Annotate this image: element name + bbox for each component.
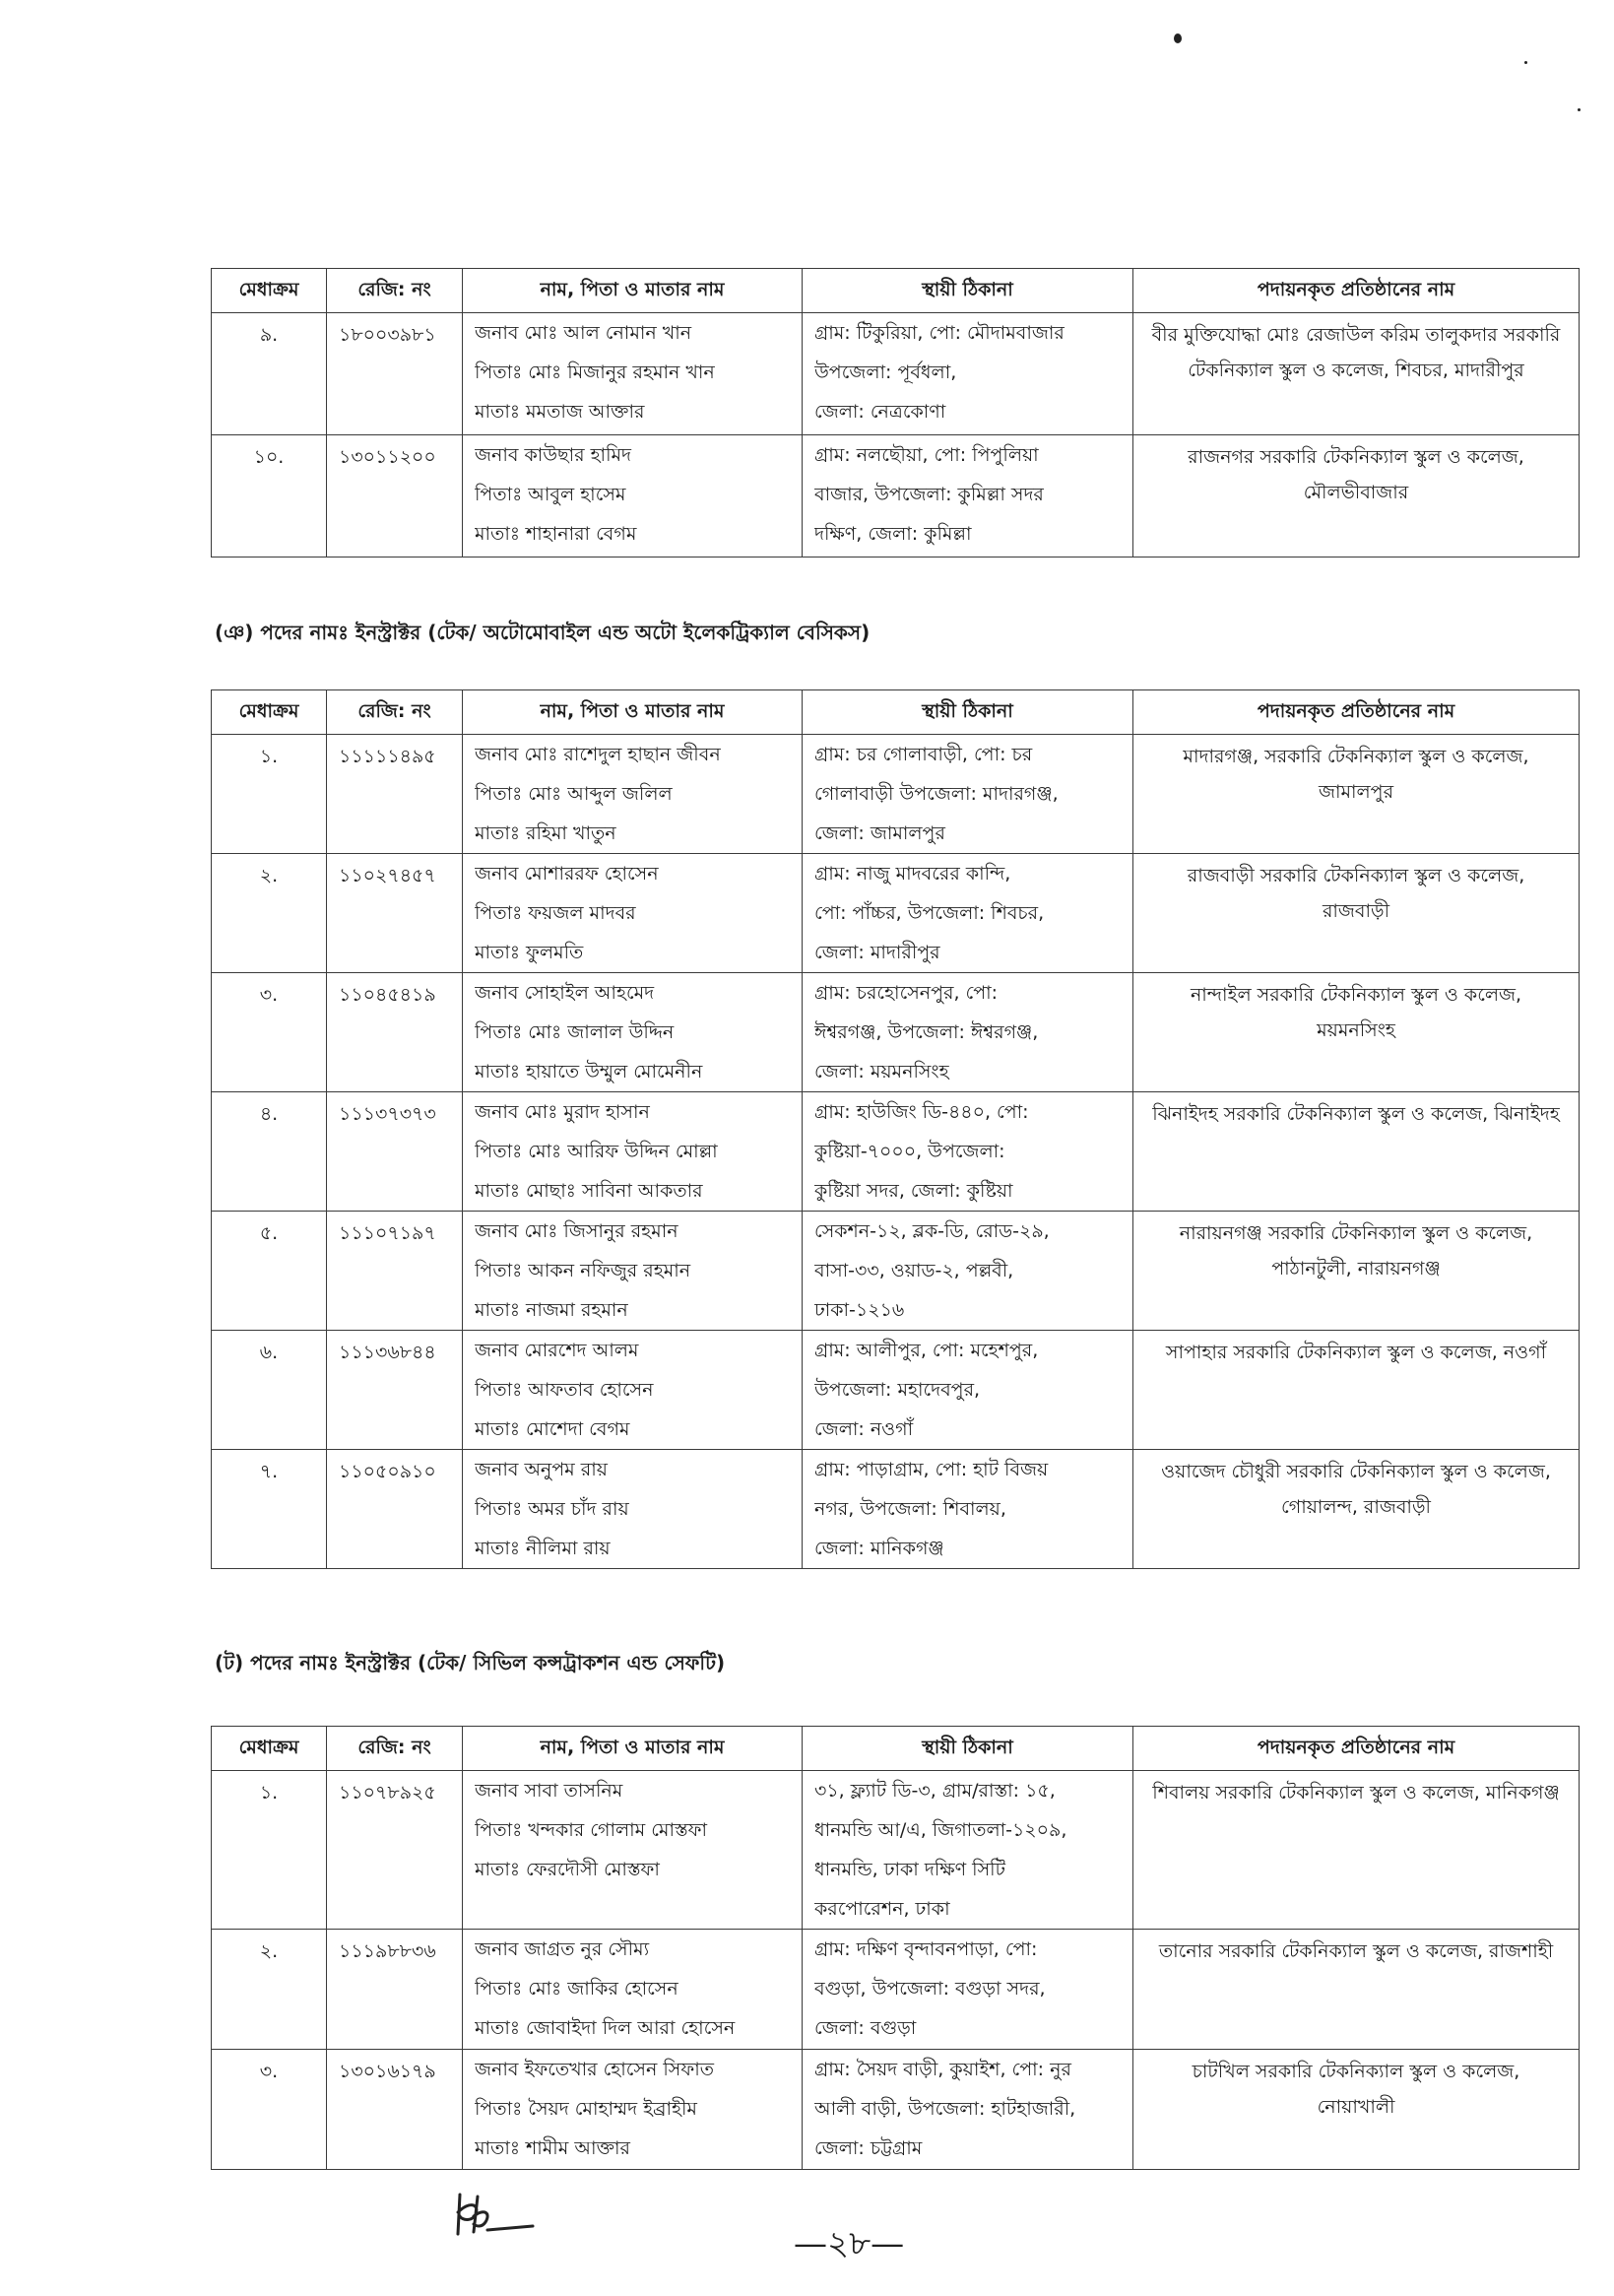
father-name: পিতাঃ মোঃ জাকির হোসেন: [475, 1978, 678, 2000]
header-name: নাম, পিতা ও মাতার নাম: [463, 269, 803, 313]
address-line: দক্ষিণ, জেলা: কুমিল্লা: [814, 523, 972, 545]
address-line: গ্রাম: আলীপুর, পো: মহেশপুর,: [814, 1340, 1039, 1361]
table-row: [212, 1212, 1580, 1331]
applicant-name: জনাব অনুপম রায়: [475, 1459, 608, 1480]
mother-name: মাতাঃ নীলিমা রায়: [475, 1538, 611, 1559]
header-institute: পদায়নকৃত প্রতিষ্ঠানের নাম: [1133, 1727, 1580, 1771]
address-line: সেকশন-১২, ব্লক-ডি, রোড-২৯,: [814, 1220, 1050, 1242]
header-serial: মেধাক্রম: [212, 269, 327, 313]
mother-name: মাতাঃ মোছাঃ সাবিনা আকতার: [475, 1180, 703, 1202]
address-line: উপজেলা: পূর্বধলা,: [814, 361, 957, 383]
header-institute: পদায়নকৃত প্রতিষ্ঠানের নাম: [1133, 690, 1580, 735]
father-name: পিতাঃ আবুল হাসেম: [475, 484, 626, 505]
applicant-name: জনাব ইফতেখার হোসেন সিফাত: [475, 2059, 715, 2080]
institute-cell: চাটখিল সরকারি টেকনিক্যাল স্কুল ও কলেজ, নোয়াখালী: [1133, 2050, 1580, 2170]
address-line: জেলা: নেত্রকোণা: [814, 401, 946, 423]
page-number: —২৮—: [794, 2224, 905, 2263]
reg-cell: ১১১৩৭৩৭৩: [327, 1092, 463, 1212]
name-cell: [463, 2050, 803, 2170]
mother-name: মাতাঃ ফুলমতি: [475, 942, 584, 963]
reg-cell: ১১১০৭১৯৭: [327, 1212, 463, 1331]
address-line: জেলা: বগুড়া: [814, 2017, 917, 2039]
serial-cell: ৩.: [212, 973, 327, 1092]
address-line: পো: পাঁচ্চর, উপজেলা: শিবচর,: [814, 902, 1045, 924]
serial-cell: ৯.: [212, 313, 327, 435]
institute-cell: সাপাহার সরকারি টেকনিক্যাল স্কুল ও কলেজ, নওগাঁ: [1133, 1331, 1580, 1450]
address-line: বাজার, উপজেলা: কুমিল্লা সদর: [814, 484, 1044, 505]
header-reg: রেজি: নং: [327, 269, 463, 313]
table-row: [212, 1092, 1580, 1212]
table-section-3: [211, 1726, 1580, 2170]
institute-cell: নারায়নগঞ্জ সরকারি টেকনিক্যাল স্কুল ও কলেজ, পাঠানটুলী, নারায়নগঞ্জ: [1133, 1212, 1580, 1331]
reg-cell: ১১০২৭৪৫৭: [327, 854, 463, 973]
institute-cell: ওয়াজেদ চৌধুরী সরকারি টেকনিক্যাল স্কুল ও কলেজ, গোয়ালন্দ, রাজবাড়ী: [1133, 1450, 1580, 1569]
mother-name: মাতাঃ হায়াতে উম্মুল মোমেনীন: [475, 1061, 703, 1082]
name-cell: [463, 1771, 803, 1930]
mother-name: মাতাঃ জোবাইদা দিল আরা হোসেন: [475, 2017, 736, 2039]
table-row: [212, 1771, 1580, 1930]
header-address: স্থায়ী ঠিকানা: [803, 690, 1133, 735]
address-line: কুষ্টিয়া-৭০০০, উপজেলা:: [814, 1141, 1005, 1162]
institute-cell: মাদারগঞ্জ, সরকারি টেকনিক্যাল স্কুল ও কলেজ, জামালপুর: [1133, 735, 1580, 854]
address-cell: [803, 1930, 1133, 2050]
name-cell: [463, 1092, 803, 1212]
address-line: গ্রাম: টিকুরিয়া, পো: মৌদামবাজার: [814, 322, 1065, 344]
institute-cell: রাজনগর সরকারি টেকনিক্যাল স্কুল ও কলেজ, মৌলভীবাজার: [1133, 435, 1580, 558]
father-name: পিতাঃ অমর চাঁদ রায়: [475, 1498, 629, 1520]
header-name: নাম, পিতা ও মাতার নাম: [463, 1727, 803, 1771]
table-row: [212, 313, 1580, 435]
institute-cell: ঝিনাইদহ সরকারি টেকনিক্যাল স্কুল ও কলেজ, ঝিনাইদহ: [1133, 1092, 1580, 1212]
name-cell: [463, 435, 803, 558]
header-reg: রেজি: নং: [327, 1727, 463, 1771]
address-line: গ্রাম: পাড়াগ্রাম, পো: হাট বিজয়: [814, 1459, 1049, 1480]
reg-cell: ১১০৫০৯১০: [327, 1450, 463, 1569]
address-line: নগর, উপজেলা: শিবালয়,: [814, 1498, 1006, 1520]
institute-cell: রাজবাড়ী সরকারি টেকনিক্যাল স্কুল ও কলেজ, রাজবাড়ী: [1133, 854, 1580, 973]
serial-cell: ১.: [212, 735, 327, 854]
address-cell: [803, 1092, 1133, 1212]
serial-cell: ১.: [212, 1771, 327, 1930]
address-line: বাসা-৩৩, ওয়াড-২, পল্লবী,: [814, 1260, 1014, 1281]
header-institute: পদায়নকৃত প্রতিষ্ঠানের নাম: [1133, 269, 1580, 313]
father-name: পিতাঃ মোঃ আব্দুল জলিল: [475, 783, 673, 805]
name-cell: [463, 854, 803, 973]
father-name: পিতাঃ মোঃ আরিফ উদ্দিন মোল্লা: [475, 1141, 718, 1162]
address-line: ধানমন্ডি আ/এ, জিগাতলা-১২০৯,: [814, 1819, 1067, 1841]
applicant-name: জনাব জাগ্রত নুর সৌম্য: [475, 1938, 650, 1960]
address-cell: [803, 1771, 1133, 1930]
mother-name: মাতাঃ মোশেদা বেগম: [475, 1418, 630, 1440]
section-title-civil: (ট) পদের নামঃ ইনস্ট্রাক্টর (টেক/ সিভিল কন্সট্রাকশন এন্ড সেফটি): [215, 1651, 726, 1674]
table-row: [212, 973, 1580, 1092]
father-name: পিতাঃ মোঃ জালাল উদ্দিন: [475, 1021, 675, 1043]
applicant-name: জনাব মোঃ রাশেদুল হাছান জীবন: [475, 744, 721, 765]
mother-name: মাতাঃ মমতাজ আক্তার: [475, 401, 645, 423]
mother-name: মাতাঃ শামীম আক্তার: [475, 2137, 630, 2159]
address-line: গ্রাম: সৈয়দ বাড়ী, কুয়াইশ, পো: নুর: [814, 2059, 1071, 2080]
institute-cell: শিবালয় সরকারি টেকনিক্যাল স্কুল ও কলেজ, মানিকগঞ্জ: [1133, 1771, 1580, 1930]
address-line: জেলা: চট্টগ্রাম: [814, 2137, 923, 2159]
scan-speck: [1174, 33, 1182, 43]
table-section-1: [211, 268, 1580, 558]
mother-name: মাতাঃ নাজমা রহমান: [475, 1299, 628, 1321]
serial-cell: ২.: [212, 854, 327, 973]
name-cell: [463, 1331, 803, 1450]
table-row: [212, 435, 1580, 558]
applicant-name: জনাব মোঃ মুরাদ হাসান: [475, 1101, 650, 1123]
address-line: ঈশ্বরগঞ্জ, উপজেলা: ঈশ্বরগঞ্জ,: [814, 1021, 1039, 1043]
reg-cell: ১৮০০৩৯৮১: [327, 313, 463, 435]
applicant-name: জনাব কাউছার হামিদ: [475, 444, 632, 466]
address-line: জেলা: ময়মনসিংহ: [814, 1061, 949, 1082]
table-row: [212, 2050, 1580, 2170]
serial-cell: ৪.: [212, 1092, 327, 1212]
address-line: বগুড়া, উপজেলা: বগুড়া সদর,: [814, 1978, 1046, 2000]
reg-cell: ১১০৭৮৯২৫: [327, 1771, 463, 1930]
name-cell: [463, 973, 803, 1092]
applicant-name: জনাব সোহাইল আহমেদ: [475, 982, 655, 1004]
reg-cell: ১১১১১৪৯৫: [327, 735, 463, 854]
address-line: ঢাকা-১২১৬: [814, 1299, 905, 1321]
table-row: [212, 735, 1580, 854]
address-line: জেলা: মানিকগঞ্জ: [814, 1538, 944, 1559]
reg-cell: ১৩০১৬১৭৯: [327, 2050, 463, 2170]
address-line: গ্রাম: হাউজিং ডি-৪৪০, পো:: [814, 1101, 1029, 1123]
serial-cell: ১০.: [212, 435, 327, 558]
address-line: আলী বাড়ী, উপজেলা: হাটহাজারী,: [814, 2098, 1076, 2120]
address-line: কুষ্টিয়া সদর, জেলা: কুষ্টিয়া: [814, 1180, 1013, 1202]
serial-cell: ৩.: [212, 2050, 327, 2170]
header-row: [212, 690, 1580, 735]
address-line: গ্রাম: চর গোলাবাড়ী, পো: চর: [814, 744, 1033, 765]
address-line: ধানমন্ডি, ঢাকা দক্ষিণ সিটি: [814, 1859, 1005, 1880]
father-name: পিতাঃ আফতাব হোসেন: [475, 1379, 654, 1401]
applicant-name: জনাব মোঃ আল নোমান খান: [475, 322, 692, 344]
address-line: জেলা: মাদারীপুর: [814, 942, 940, 963]
applicant-name: জনাব সাবা তাসনিম: [475, 1780, 623, 1802]
address-line: গ্রাম: চরহোসেনপুর, পো:: [814, 982, 999, 1004]
name-cell: [463, 1212, 803, 1331]
header-address: স্থায়ী ঠিকানা: [803, 269, 1133, 313]
mother-name: মাতাঃ রহিমা খাতুন: [475, 822, 616, 844]
address-line: করপোরেশন, ঢাকা: [814, 1898, 950, 1920]
name-cell: [463, 735, 803, 854]
address-line: গ্রাম: নাজু মাদবরের কান্দি,: [814, 863, 1011, 885]
address-cell: [803, 435, 1133, 558]
scan-speck: [1524, 61, 1527, 64]
address-cell: [803, 2050, 1133, 2170]
serial-cell: ২.: [212, 1930, 327, 2050]
father-name: পিতাঃ মোঃ মিজানুর রহমান খান: [475, 361, 715, 383]
section-title-automobile: (ঞ) পদের নামঃ ইনস্ট্রাক্টর (টেক/ অটোমোবাইল এন্ড অটো ইলেকট্রিক্যাল বেসিকস): [215, 621, 871, 644]
mother-name: মাতাঃ ফেরদৌসী মোস্তফা: [475, 1859, 660, 1880]
institute-cell: তানোর সরকারি টেকনিক্যাল স্কুল ও কলেজ, রাজশাহী: [1133, 1930, 1580, 2050]
scan-speck: [1578, 108, 1581, 111]
address-line: গোলাবাড়ী উপজেলা: মাদারগঞ্জ,: [814, 783, 1059, 805]
table-row: [212, 1930, 1580, 2050]
name-cell: [463, 1450, 803, 1569]
address-line: জেলা: জামালপুর: [814, 822, 945, 844]
table-row: [212, 1450, 1580, 1569]
institute-cell: বীর মুক্তিযোদ্ধা মোঃ রেজাউল করিম তালুকদার সরকারি টেকনিক্যাল স্কুল ও কলেজ, শিবচর, মাদারীপুর: [1133, 313, 1580, 435]
address-line: গ্রাম: নলছৌয়া, পো: পিপুলিয়া: [814, 444, 1039, 466]
header-row: [212, 1727, 1580, 1771]
applicant-name: জনাব মোশাররফ হোসেন: [475, 863, 659, 885]
institute-cell: নান্দাইল সরকারি টেকনিক্যাল স্কুল ও কলেজ, ময়মনসিংহ: [1133, 973, 1580, 1092]
reg-cell: ১১১৩৬৮৪৪: [327, 1331, 463, 1450]
address-cell: [803, 973, 1133, 1092]
header-row: [212, 269, 1580, 313]
serial-cell: ৭.: [212, 1450, 327, 1569]
address-line: ৩১, ফ্ল্যাট ডি-৩, গ্রাম/রাস্তা: ১৫,: [814, 1780, 1056, 1802]
address-cell: [803, 735, 1133, 854]
address-cell: [803, 313, 1133, 435]
table-row: [212, 1331, 1580, 1450]
name-cell: [463, 313, 803, 435]
header-reg: রেজি: নং: [327, 690, 463, 735]
address-cell: [803, 1450, 1133, 1569]
header-name: নাম, পিতা ও মাতার নাম: [463, 690, 803, 735]
address-line: উপজেলা: মহাদেবপুর,: [814, 1379, 981, 1401]
reg-cell: ১১১৯৮৮৩৬: [327, 1930, 463, 2050]
table-row: [212, 854, 1580, 973]
applicant-name: জনাব মোঃ জিসানুর রহমান: [475, 1220, 678, 1242]
reg-cell: ১১০৪৫৪১৯: [327, 973, 463, 1092]
address-cell: [803, 1331, 1133, 1450]
header-serial: মেধাক্রম: [212, 690, 327, 735]
table-section-2: [211, 689, 1580, 1569]
address-cell: [803, 854, 1133, 973]
signature-mark: [448, 2187, 537, 2246]
address-cell: [803, 1212, 1133, 1331]
header-serial: মেধাক্রম: [212, 1727, 327, 1771]
serial-cell: ৫.: [212, 1212, 327, 1331]
serial-cell: ৬.: [212, 1331, 327, 1450]
address-line: জেলা: নওগাঁ: [814, 1418, 914, 1440]
father-name: পিতাঃ সৈয়দ মোহাম্মদ ইব্রাহীম: [475, 2098, 697, 2120]
reg-cell: ১৩০১১২০০: [327, 435, 463, 558]
father-name: পিতাঃ আকন নফিজুর রহমান: [475, 1260, 691, 1281]
header-address: স্থায়ী ঠিকানা: [803, 1727, 1133, 1771]
address-line: গ্রাম: দক্ষিণ বৃন্দাবনপাড়া, পো:: [814, 1938, 1038, 1960]
applicant-name: জনাব মোরশেদ আলম: [475, 1340, 639, 1361]
mother-name: মাতাঃ শাহানারা বেগম: [475, 523, 637, 545]
name-cell: [463, 1930, 803, 2050]
father-name: পিতাঃ খন্দকার গোলাম মোস্তফা: [475, 1819, 708, 1841]
father-name: পিতাঃ ফয়জল মাদবর: [475, 902, 636, 924]
